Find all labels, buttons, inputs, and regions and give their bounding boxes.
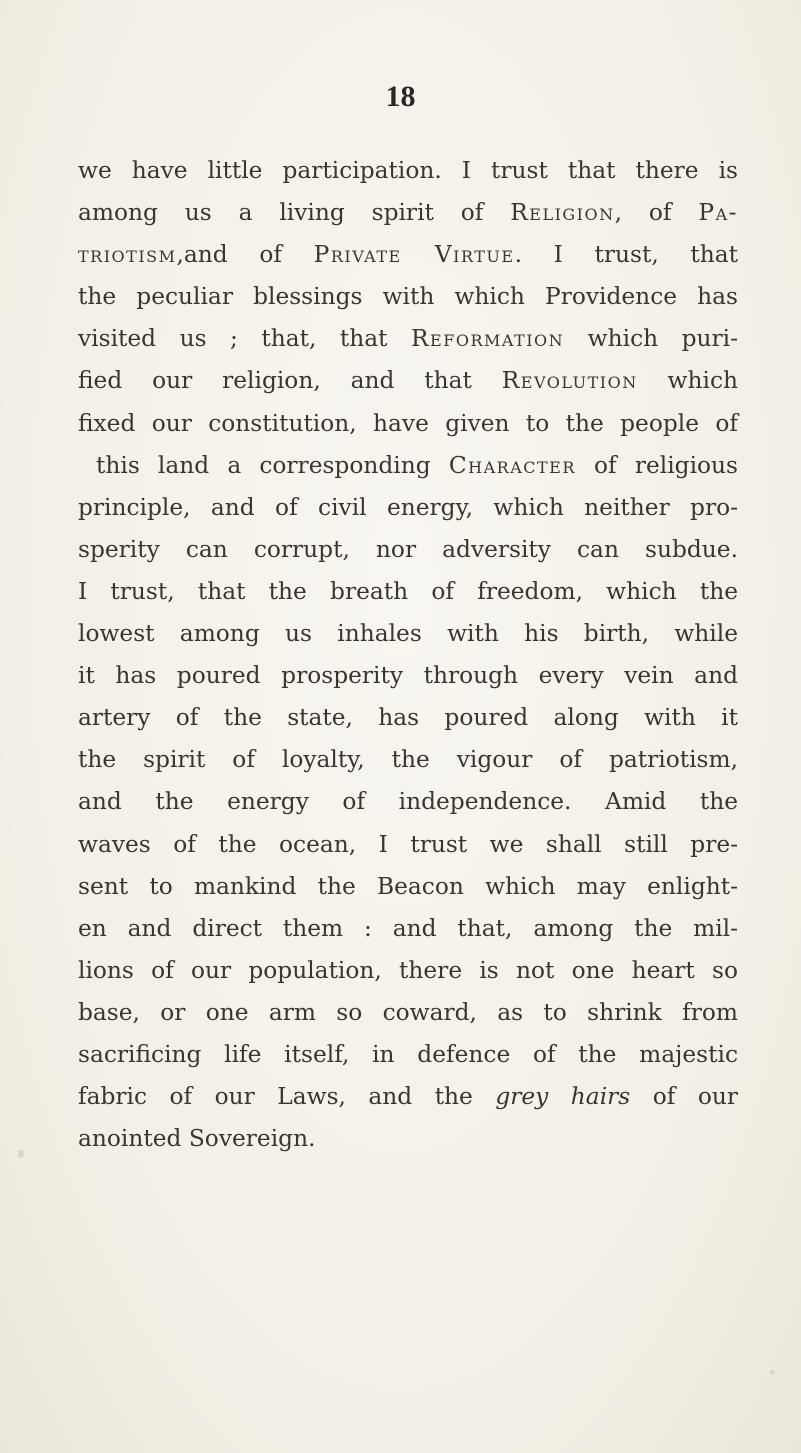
text-line: the spirit of loyalty, the vigour of patriotism,: [78, 746, 738, 774]
text-line: triotism,and of Private Virtue. I trust, that: [78, 241, 738, 269]
text-line: waves of the ocean, I trust we shall still pre-: [78, 830, 738, 858]
text-line: and the energy of independence. Amid the: [78, 788, 738, 816]
text-line: sacrificing life itself, in defence of the majestic: [78, 1040, 738, 1068]
small-caps-word: Pa-: [698, 199, 738, 227]
text-line: it has poured prosperity through every vein and: [78, 662, 738, 690]
text-line: this land a corresponding Character of religious: [96, 451, 738, 479]
text-line: sent to mankind the Beacon which may enlight-: [78, 872, 738, 900]
italic-phrase: grey hairs: [495, 1083, 631, 1111]
text-line: fied our religion, and that Revolution which: [78, 367, 739, 395]
text-line: I trust, that the breath of freedom, which the: [78, 577, 738, 605]
text-line: fabric of our Laws, and the grey hairs of our: [78, 1083, 738, 1111]
small-caps-word: triotism: [78, 241, 177, 269]
small-caps-word: Reformation: [411, 325, 565, 353]
small-caps-word: Character: [448, 451, 576, 479]
text-line: the peculiar blessings with which Providence has: [78, 283, 738, 311]
text-line: fixed our constitution, have given to the people of: [78, 409, 738, 437]
text-line: base, or one arm so coward, as to shrink from: [78, 998, 738, 1026]
text-line: lowest among us inhales with his birth, while: [78, 620, 738, 648]
small-caps-word: Private Virtue: [313, 241, 515, 269]
body-text: [78, 150, 738, 1160]
text-line: lions of our population, there is not one heart so: [78, 956, 738, 984]
text-line: principle, and of civil energy, which neither pro-: [78, 493, 738, 521]
text-line: visited us ; that, that Reformation which puri-: [78, 325, 739, 353]
text-line: we have little participation. I trust that there is: [78, 157, 738, 184]
text-line: sperity can corrupt, nor adversity can subdue.: [78, 535, 738, 563]
text-line: among us a living spirit of Religion, of Pa-: [78, 199, 738, 227]
text-line: anointed Sovereign.: [78, 1125, 316, 1153]
foxing-spot: [18, 1150, 24, 1158]
text-line: artery of the state, has poured along with it: [78, 704, 738, 732]
foxing-spot: [770, 1370, 775, 1375]
text-line: en and direct them : and that, among the mil-: [78, 914, 738, 942]
small-caps-word: Revolution: [501, 367, 638, 395]
small-caps-word: Religion: [510, 199, 615, 227]
page-number: 18: [385, 80, 416, 113]
